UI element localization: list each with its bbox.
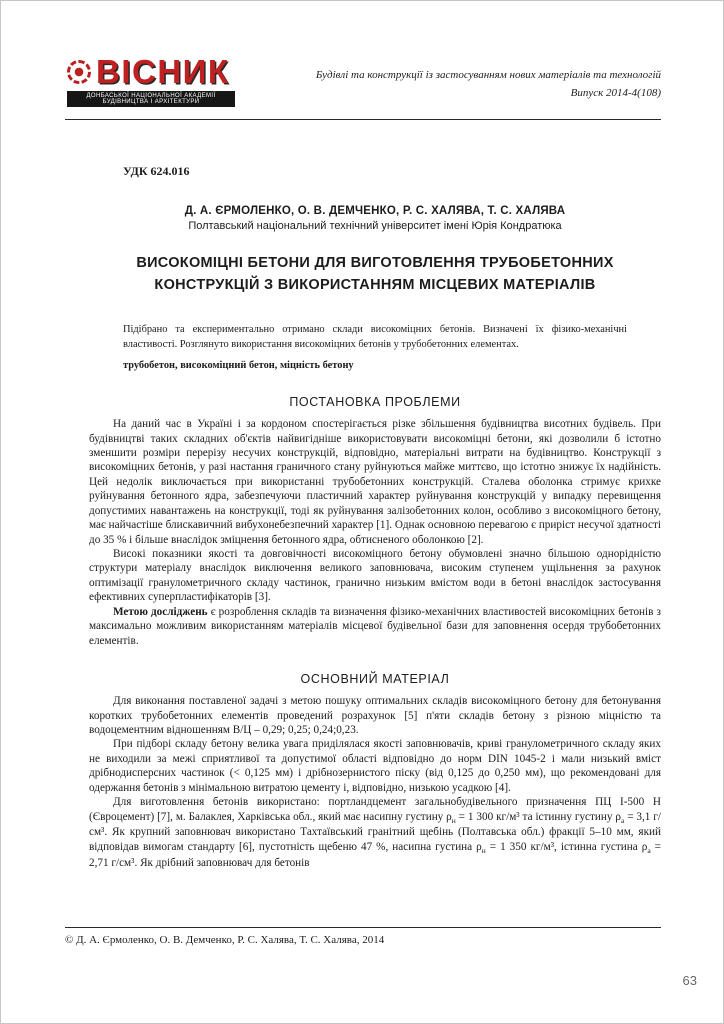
abstract-text: Підібрано та експериментально отримано склади високоміцних бетонів. Визначені їх фізико-механічні властивості. Розглянуто використання високоміцних бетонів у трубобетонних елементах. — [123, 323, 627, 350]
paragraph: При підборі складу бетону велика увага приділялася якості заповнювачів, криві гранулометричного складу яких не виходили за межі сприятливої та допустимої області відповідно до норм DIN 1045-2 і мали низький вміст дрібнодисперсних частинок (< 0,125 мм) і дрібнозернистого піску (від 0,125 до 0,250 мм), що рекомендовані для одержання бетонів з мінімальною витратою цементу і, відповідно, низькою усадкою [4]. — [89, 738, 661, 794]
paragraph: Для виконання поставленої задачі з метою пошуку оптимальних складів високоміцного бетону для бетонування коротких трубобетонних елементів проведений розрахунок [5] п'яти складів бетону з різною міцністю та водоцементним відношенням В/Ц – 0,29; 0,25; 0,24;0,23. — [89, 695, 661, 736]
affiliation-line: Полтавський національний технічний університет імені Юрія Кондратюка — [188, 220, 562, 232]
udc-label: УДК 624.016 — [123, 164, 190, 178]
header-meta — [316, 55, 661, 102]
article-body — [89, 395, 661, 870]
copyright-line: © Д. А. Єрмоленко, О. В. Демченко, Р. С. Халява, Т. С. Халява, 2014 — [65, 934, 385, 946]
journal-logo-text: ВІСНИК — [96, 53, 230, 90]
header-rule — [65, 119, 661, 120]
authors-line: Д. А. ЄРМОЛЕНКО, О. В. ДЕМЧЕНКО, Р. С. ХАЛЯВА, Т. С. ХАЛЯВА — [184, 205, 566, 217]
keywords-line: трубобетон, високоміцний бетон, міцність бетону — [123, 360, 354, 372]
paragraph: Метою досліджень є розроблення складів та визначення фізико-механічних властивостей високоміцних бетонів з максимально можливим використанням матеріалів місцевої будівельної бази для заповнення осердя трубобетонних елементів. — [89, 605, 661, 647]
page-footer — [65, 927, 661, 946]
journal-logo-banner: ДОНБАСЬКОЇ НАЦІОНАЛЬНОЇ АКАДЕМІЇ БУДІВНИЦТВА І АРХІТЕКТУРИ — [67, 91, 235, 107]
paragraph: На даний час в Україні і за кордоном спостерігається різке збільшення будівництва висотних будівель. При будівництві таких складних об'єктів найвигідніше використовувати високоміцні бетони, які дозволили б істотно зменшити розміри перерізу несучих конструкцій, відповідно, матеріальні витрати на будівництво. Конструкції з високоміцних бетонів, у разі настання граничного стану руйнуються майже миттєво, що істотно знижує їх надійність. Цей недолік виключається при використанні трубобетонних конструкцій. Сталева оболонка стримує крихке руйнування бетонного ядра, забезпечуючи пластичний характер руйнування конструкцій у випадку перевищення допустимих навантажень на конструкції, тоді як руйнування залізобетонних колон, особливо з високоміцного бетону, має найчастіше блискавичний вибухонебезпечний характер [1]. Однак основною перевагою є приріст несучої здатності до 35 % і більше внаслідок зміцнення бетонного ядра, обтисненого оболонкою [2]. — [89, 418, 661, 546]
header-issue: Випуск 2014-4(108) — [570, 86, 661, 99]
paragraph: Для виготовлення бетонів використано: портландцемент загальнобудівельного призначення ПЦ І-500 Н (Євроцемент) [7], м. Балаклея, Харківська обл., який має насипну густину $\rho_н = 1$ 300 кг/м³ та істинну густину $\rho_а = 3,1$ г/см³. Як крупний заповнювач використано Тахтаївський гранітний щебінь (Полтавська обл.) фракції 5–10 мм, який відповідав вимогам стандарту [6], пустотність щебеню 47 %, насипна густина $\rho_н = 1$ 350 кг/м³, істинна густина $\rho_а = 2,71$ г/см³. Як дрібний заповнювач для бетонів — [89, 796, 661, 869]
section-heading: ПОСТАНОВКА ПРОБЛЕМИ — [289, 395, 461, 410]
section-heading: ОСНОВНИЙ МАТЕРІАЛ — [300, 672, 450, 687]
article-content — [1, 164, 723, 870]
paragraph: Високі показники якості та довговічності високоміцного бетону обумовлені значно більшою однорідністю структури матеріалу внаслідок виключення великого заповнювача, високим ступенем ущільнення за рахунок оптимізації гранулометричного складу частинок, гранично низьким вмістом води в бетоні внаслідок застосування ефективних суперпластифікаторів [3]. — [89, 548, 661, 604]
page-header — [1, 1, 723, 107]
article-title: ВИСОКОМІЦНІ БЕТОНИ ДЛЯ ВИГОТОВЛЕННЯ ТРУБОБЕТОННИХ КОНСТРУКЦІЙ З ВИКОРИСТАННЯМ МІСЦЕВИХ МАТЕРІАЛІВ — [136, 255, 614, 294]
header-series: Будівлі та конструкції із застосуванням нових матеріалів та технологій — [315, 69, 661, 81]
journal-logo — [67, 55, 235, 107]
page-number: 63 — [682, 973, 697, 988]
gear-icon — [67, 60, 91, 84]
